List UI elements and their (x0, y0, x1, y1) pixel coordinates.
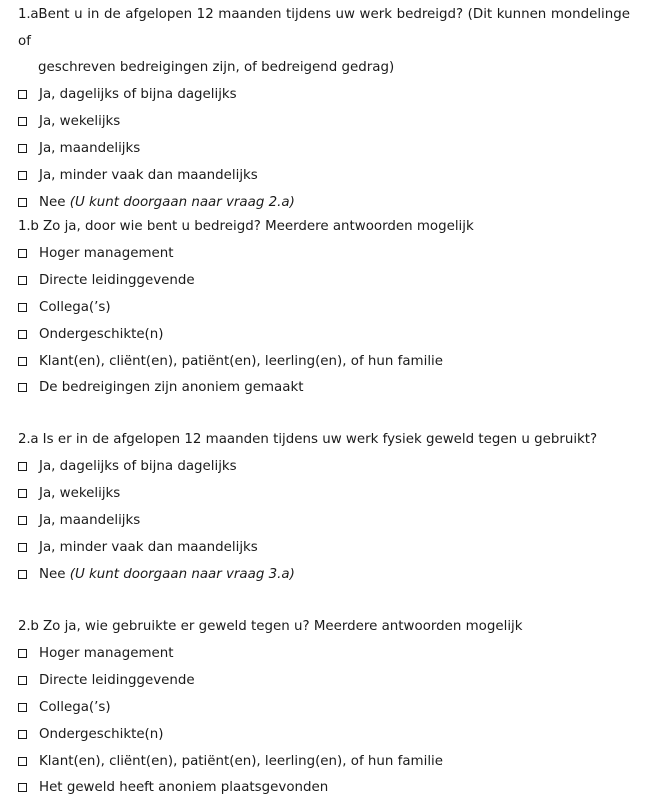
option-anonymous[interactable] (18, 774, 630, 801)
option-colleagues[interactable] (18, 694, 630, 721)
checkbox[interactable] (18, 90, 27, 99)
option-daily[interactable] (18, 454, 630, 481)
checkbox[interactable] (18, 543, 27, 552)
option-label: Collega(’s) (39, 299, 111, 315)
option-label: Klant(en), cliënt(en), patiënt(en), leerling(en), of hun familie (39, 753, 443, 769)
question-1a (18, 2, 630, 215)
checkbox[interactable] (18, 730, 27, 739)
option-label: Directe leidinggevende (39, 273, 195, 289)
option-label (39, 567, 295, 582)
option-less-than-monthly[interactable] (18, 534, 630, 561)
option-label: Ondergeschikte(n) (39, 726, 164, 742)
option-direct-supervisor[interactable] (18, 267, 630, 294)
option-label: Ja, minder vaak dan maandelijks (39, 167, 258, 183)
option-label: Collega(’s) (39, 699, 111, 715)
option-direct-supervisor[interactable] (18, 667, 630, 694)
option-senior-management[interactable] (18, 641, 630, 668)
option-monthly[interactable] (18, 507, 630, 534)
checkbox[interactable] (18, 198, 27, 207)
option-label: De bedreigingen zijn anoniem gemaakt (39, 380, 304, 396)
option-label (39, 195, 295, 210)
option-label: Ja, maandelijks (39, 140, 141, 156)
option-label: Directe leidinggevende (39, 673, 195, 689)
question-number: 1.a (18, 7, 39, 22)
checkbox[interactable] (18, 462, 27, 471)
checkbox[interactable] (18, 783, 27, 792)
option-label-text: Nee (39, 566, 70, 582)
question-text (18, 2, 630, 55)
option-clients[interactable] (18, 748, 630, 775)
checkbox[interactable] (18, 117, 27, 126)
option-label: Ja, dagelijks of bijna dagelijks (39, 459, 237, 475)
option-no[interactable] (18, 189, 630, 216)
question-text (18, 427, 630, 454)
checkbox[interactable] (18, 249, 27, 258)
option-clients[interactable] (18, 348, 630, 375)
checkbox[interactable] (18, 303, 27, 312)
checkbox[interactable] (18, 330, 27, 339)
question-number: 2.a (18, 432, 39, 447)
question-text-continued (18, 55, 630, 82)
question-text (18, 614, 630, 641)
option-daily[interactable] (18, 82, 630, 109)
option-label: Ja, maandelijks (39, 512, 141, 528)
checkbox[interactable] (18, 570, 27, 579)
question-2b (18, 614, 630, 801)
option-less-than-monthly[interactable] (18, 162, 630, 189)
question-text-line1: Is er in de afgelopen 12 maanden tijdens uw werk fysiek geweld tegen u gebruikt? (42, 432, 598, 447)
checkbox[interactable] (18, 516, 27, 525)
question-text-line2: geschreven bedreigingen zijn, of bedreigend gedrag) (38, 60, 395, 75)
checkbox[interactable] (18, 383, 27, 392)
option-senior-management[interactable] (18, 241, 630, 268)
skip-instruction: (U kunt doorgaan naar vraag 2.a) (69, 194, 295, 210)
question-text-line1: Zo ja, wie gebruikte er geweld tegen u? Meerdere antwoorden mogelijk (42, 619, 523, 634)
option-weekly[interactable] (18, 108, 630, 135)
option-label: Ja, wekelijks (39, 486, 121, 502)
option-label: Klant(en), cliënt(en), patiënt(en), leerling(en), of hun familie (39, 353, 443, 369)
option-label: Hoger management (39, 246, 174, 262)
option-no[interactable] (18, 561, 630, 588)
option-monthly[interactable] (18, 135, 630, 162)
checkbox[interactable] (18, 357, 27, 366)
question-1b (18, 214, 630, 401)
question-number: 1.b (18, 219, 39, 234)
option-anonymous[interactable] (18, 374, 630, 401)
skip-instruction: (U kunt doorgaan naar vraag 3.a) (69, 566, 295, 582)
question-text-line1: Zo ja, door wie bent u bedreigd? Meerdere antwoorden mogelijk (42, 219, 474, 234)
checkbox[interactable] (18, 649, 27, 658)
option-label-text: Nee (39, 194, 70, 210)
question-text-line1: Bent u in de afgelopen 12 maanden tijdens uw werk bedreigd? (Dit kunnen mondelinge of (18, 7, 630, 49)
checkbox[interactable] (18, 676, 27, 685)
option-colleagues[interactable] (18, 294, 630, 321)
question-text (18, 214, 630, 241)
checkbox[interactable] (18, 489, 27, 498)
checkbox[interactable] (18, 703, 27, 712)
option-subordinates[interactable] (18, 721, 630, 748)
option-label: Ja, minder vaak dan maandelijks (39, 539, 258, 555)
checkbox[interactable] (18, 276, 27, 285)
option-label: Hoger management (39, 646, 174, 662)
question-2a (18, 427, 630, 587)
option-label: Ondergeschikte(n) (39, 326, 164, 342)
option-label: Ja, wekelijks (39, 114, 121, 130)
option-label: Ja, dagelijks of bijna dagelijks (39, 87, 237, 103)
checkbox[interactable] (18, 757, 27, 766)
checkbox[interactable] (18, 144, 27, 153)
checkbox[interactable] (18, 171, 27, 180)
option-label: Het geweld heeft anoniem plaatsgevonden (39, 780, 329, 796)
question-number: 2.b (18, 619, 39, 634)
option-subordinates[interactable] (18, 321, 630, 348)
option-weekly[interactable] (18, 480, 630, 507)
